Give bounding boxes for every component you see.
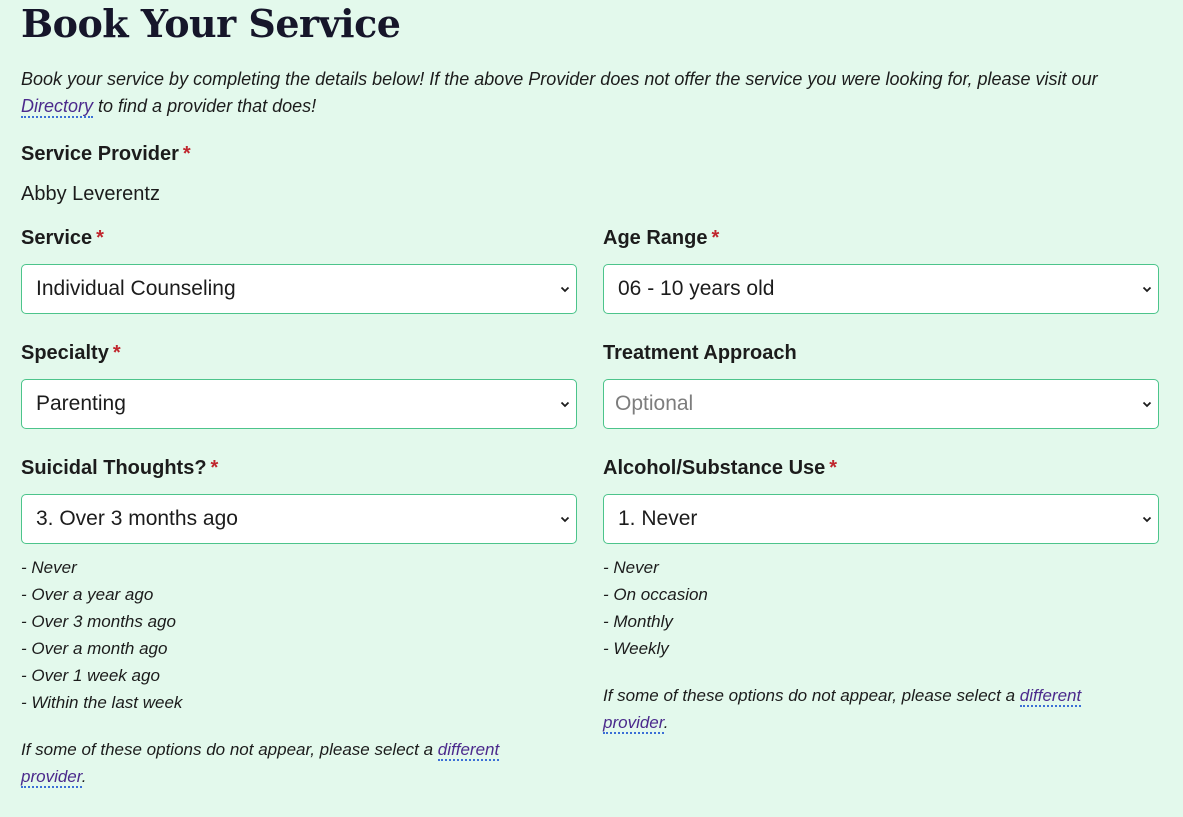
list-item: - Over 3 months ago: [21, 612, 176, 631]
treatment-approach-field: [603, 341, 1159, 429]
note-text: If some of these options do not appear, please select a: [21, 740, 438, 759]
service-field: [21, 226, 577, 314]
service-provider-name: Abby Leverentz: [21, 183, 160, 205]
directory-link[interactable]: Directory: [21, 96, 94, 116]
service-provider-label: [21, 142, 1162, 166]
service-select[interactable]: [21, 264, 577, 314]
chevron-down-icon: [560, 398, 570, 410]
required-marker: *: [96, 227, 104, 249]
age-range-label: [603, 226, 1159, 250]
service-select-value: Individual Counseling: [36, 277, 236, 300]
different-provider-link[interactable]: different: [1019, 686, 1082, 705]
note-text: If some of these options do not appear, please select a: [603, 686, 1020, 705]
intro-text-start: Book your service by completing the details below! If the above Provider does not offer the service you were looking for, please visit our: [21, 69, 1098, 89]
list-item: - Monthly: [603, 612, 673, 631]
suicidal-thoughts-select[interactable]: [21, 494, 577, 544]
note-period: .: [663, 713, 669, 732]
suicidal-thoughts-select-value: 3. Over 3 months ago: [36, 507, 238, 530]
suicidal-thoughts-label-text: Suicidal Thoughts?: [21, 457, 207, 479]
chevron-down-icon: [560, 283, 570, 295]
specialty-label-text: Specialty: [21, 342, 109, 364]
specialty-select-value: Parenting: [36, 392, 126, 415]
specialty-field: [21, 341, 577, 429]
service-label: [21, 226, 577, 250]
chevron-down-icon: [1142, 283, 1152, 295]
required-marker: *: [829, 457, 838, 479]
required-marker: *: [210, 457, 219, 479]
required-marker: *: [182, 143, 191, 165]
age-range-field: [603, 226, 1159, 314]
specialty-label: [21, 341, 577, 365]
treatment-approach-select[interactable]: [603, 379, 1159, 429]
different-provider-link[interactable]: provider: [603, 713, 664, 732]
chevron-down-icon: [1142, 513, 1152, 525]
age-range-label-text: Age Range: [603, 227, 708, 249]
treatment-approach-label: Treatment Approach: [603, 342, 797, 364]
different-provider-link[interactable]: different: [437, 740, 500, 759]
intro-text: [21, 66, 1162, 120]
list-item: - Within the last week: [21, 693, 183, 712]
suicidal-thoughts-field: [21, 456, 577, 790]
alcohol-substance-use-options-list: [603, 554, 1159, 662]
suicidal-thoughts-label: [21, 456, 577, 480]
alcohol-substance-use-field: [603, 456, 1159, 790]
list-item: - Over a month ago: [21, 639, 168, 658]
service-provider-label-text: Service Provider: [21, 143, 179, 165]
age-range-select-value: 06 - 10 years old: [618, 277, 775, 300]
alcohol-substance-use-select[interactable]: [603, 494, 1159, 544]
different-provider-link[interactable]: provider: [21, 767, 82, 786]
note-period: .: [81, 767, 87, 786]
chevron-down-icon: [1142, 398, 1152, 410]
required-marker: *: [711, 227, 720, 249]
suicidal-thoughts-options-list: [21, 554, 577, 716]
alcohol-substance-use-label-text: Alcohol/Substance Use: [603, 457, 826, 479]
list-item: - Weekly: [603, 639, 669, 658]
alcohol-substance-use-label: [603, 456, 1159, 480]
list-item: - Over 1 week ago: [21, 666, 160, 685]
list-item: - Never: [603, 558, 659, 577]
required-marker: *: [112, 342, 121, 364]
list-item: - Never: [21, 558, 77, 577]
alcohol-substance-use-select-value: 1. Never: [618, 507, 698, 530]
intro-text-end: to find a provider that does!: [93, 96, 317, 116]
list-item: - Over a year ago: [21, 585, 154, 604]
form-grid: [21, 226, 1162, 790]
treatment-approach-placeholder: Optional: [615, 392, 694, 415]
service-label-text: Service: [21, 227, 93, 249]
suicidal-thoughts-note: [21, 736, 577, 790]
age-range-select[interactable]: [603, 264, 1159, 314]
list-item: - On occasion: [603, 585, 708, 604]
specialty-select[interactable]: [21, 379, 577, 429]
page-title: Book Your Service: [21, 1, 401, 46]
service-provider-section: [21, 142, 1162, 206]
alcohol-substance-use-note: [603, 682, 1159, 736]
chevron-down-icon: [560, 513, 570, 525]
